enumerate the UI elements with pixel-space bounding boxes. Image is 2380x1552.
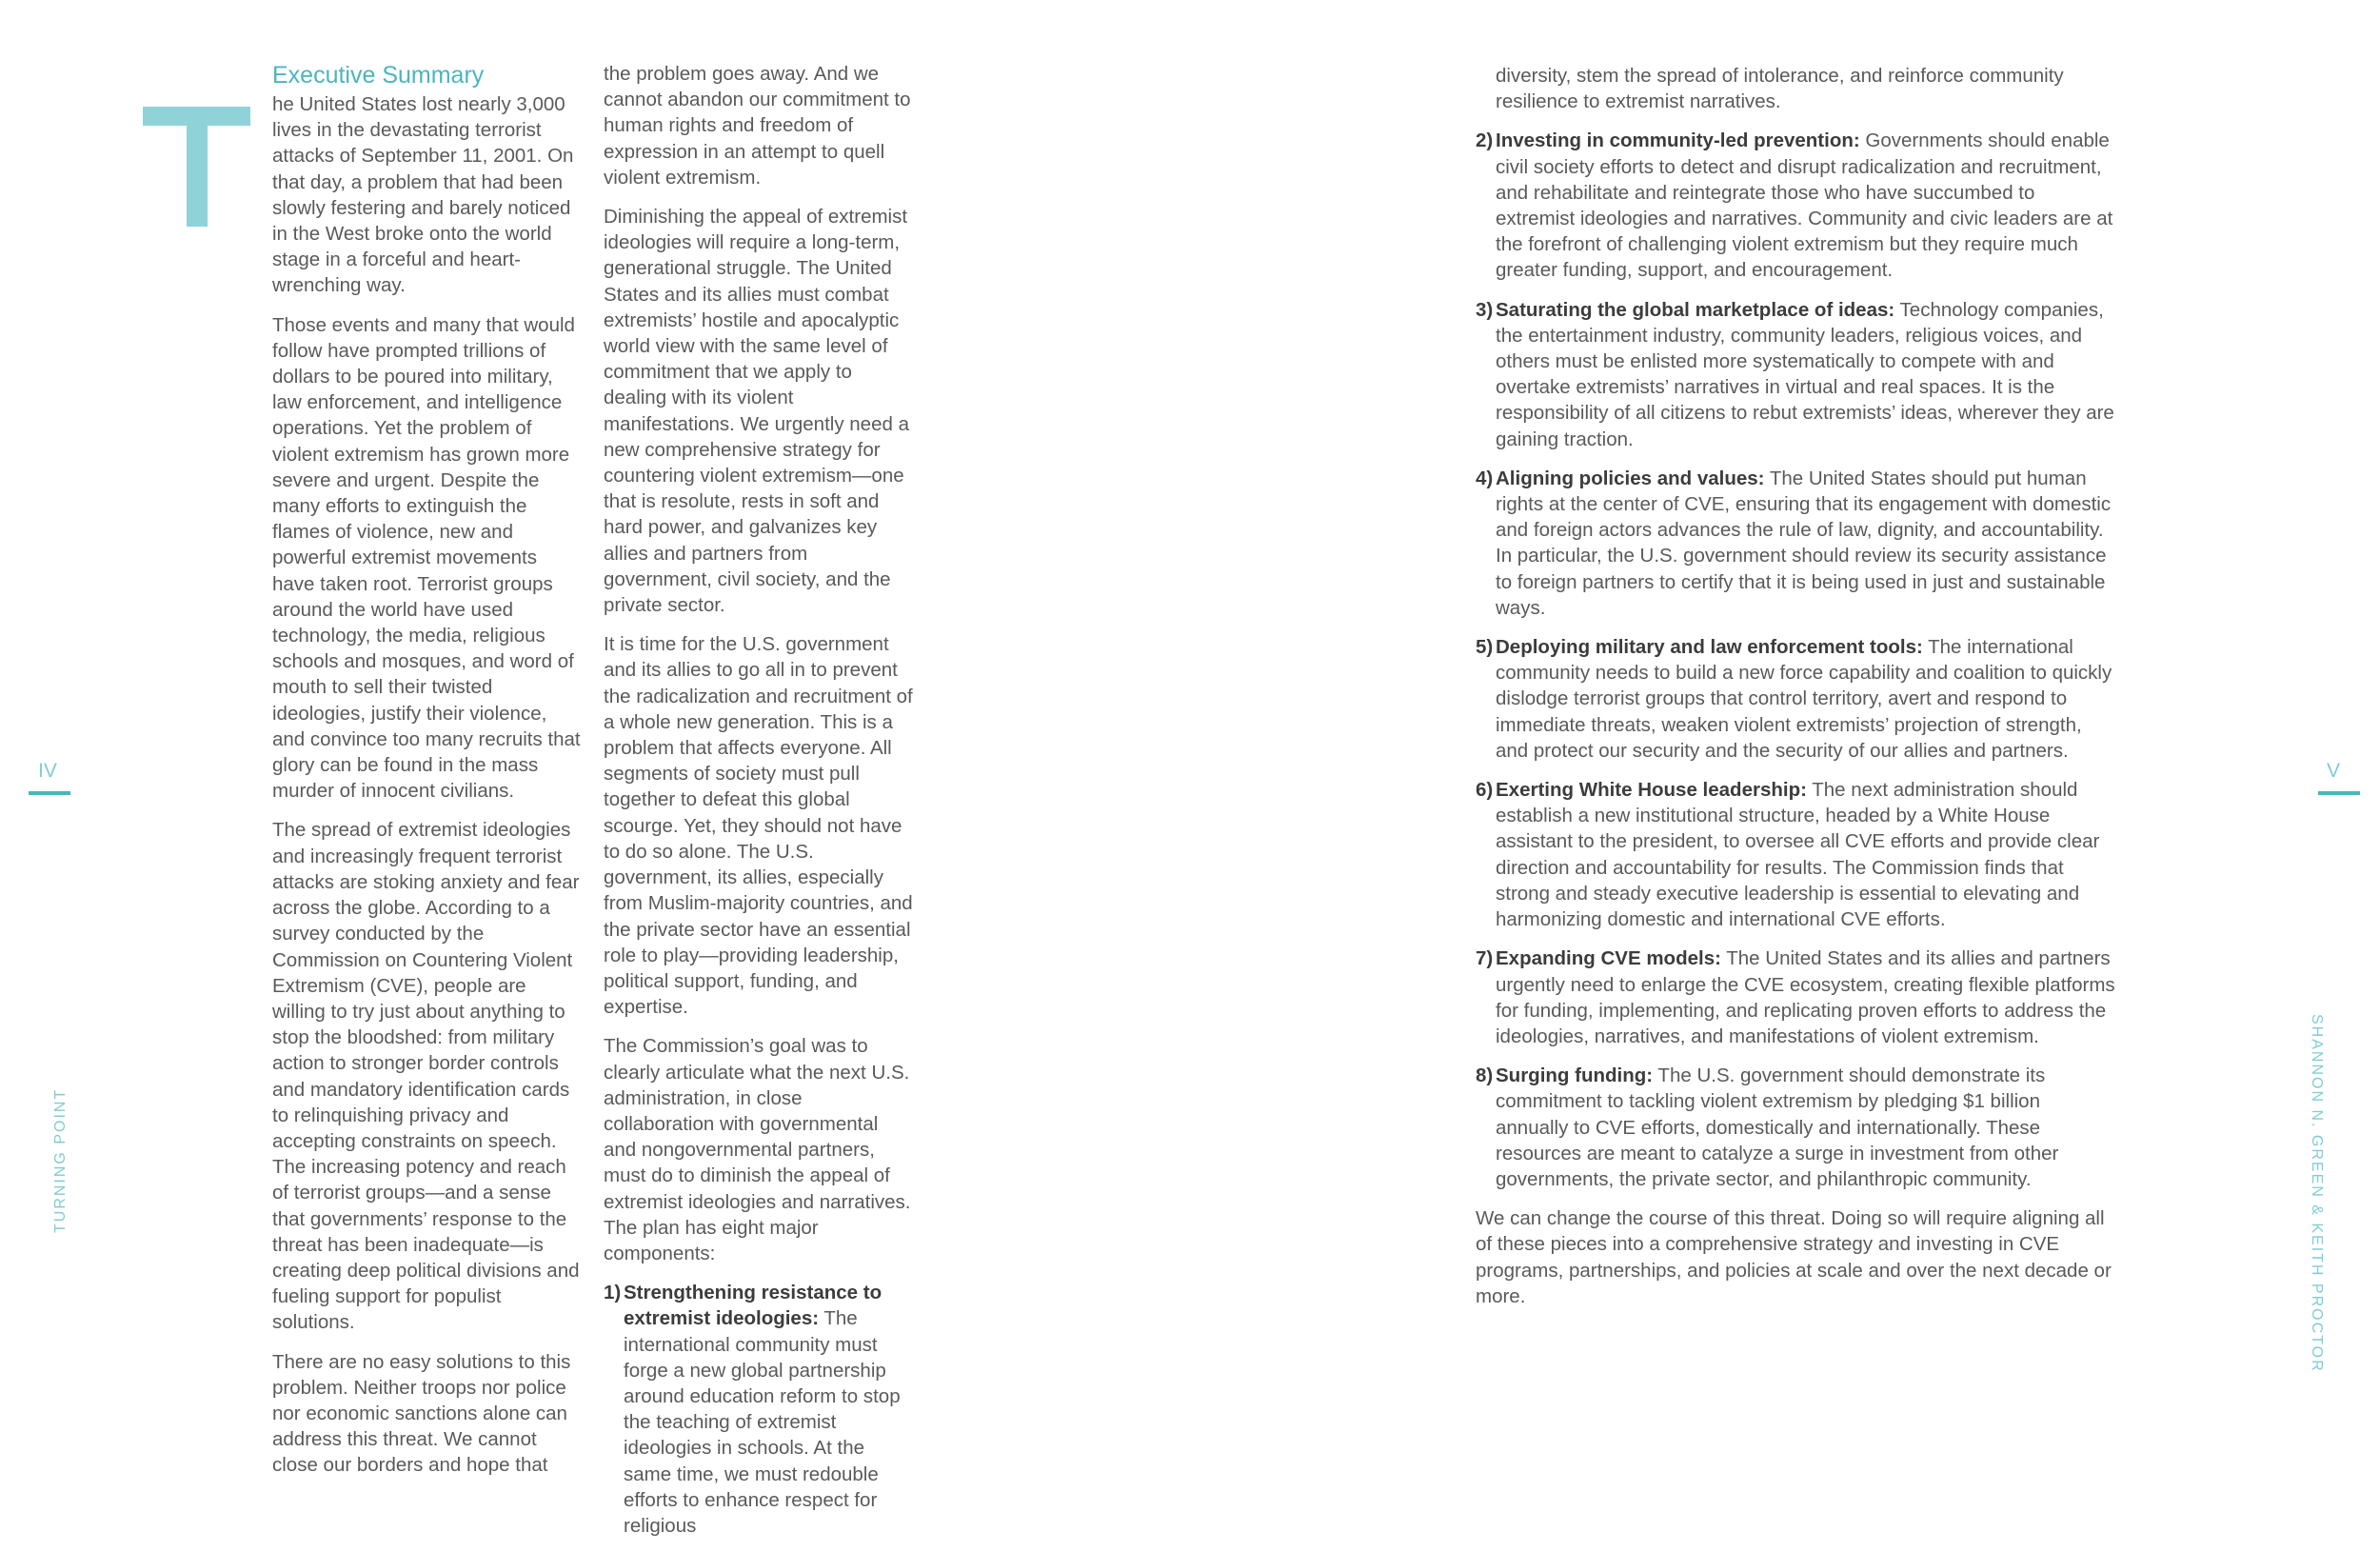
list-text: Governments should enable civil society efforts to detect and disrupt radicalization and recruitment, and rehabilitate and reintegrate those who have succumbed to extremist ideologies and narratives. Community and civic leaders are at the forefront of challenging violent extremism but they require much greater funding, support, and encouragement. (1496, 129, 2113, 282)
folio-rule-right (2318, 791, 2360, 795)
list-lead: Strengthening resistance to extremist ideologies: (624, 1282, 883, 1330)
closing-paragraph: We can change the course of this threat. Doing so will require aligning all of these pieces into a comprehensive strategy and investing in CVE programs, partnerships, and policies at scale and over the next decade or more. (1476, 1207, 2112, 1307)
body-paragraph: The Commission’s goal was to clearly articulate what the next U.S. administration, in close collaboration with governmental and nongovernmental partners, must do to diminish the appeal of extremist ideologies and narratives. The plan has eight major components: (604, 1035, 911, 1264)
list-lead: Deploying military and law enforcement tools: (1496, 636, 1923, 659)
body-paragraph: It is time for the U.S. government and its allies to go all in to prevent the radicalization and recruitment of a whole new generation. This is a problem that affects everyone. All segments of society must pull together to defeat this global scourge. Yet, they should not have to do so alone. The U.S. government, its allies, especially from Muslim-majority countries, and the private sector have an essential role to play—providing leadership, political support, funding, and expertise. (604, 633, 913, 1019)
list-item (1476, 1063, 2118, 1192)
page-number-right: V (2327, 760, 2341, 782)
list-text: Technology companies, the entertainment industry, community leaders, religious voices, and others must be enlisted more systematically to compete with and overtake extremists’ narratives in virtual and real spaces. It is the responsibility of all citizens to rebut extremists’ ideas, wherever they are gaining traction. (1496, 298, 2114, 450)
body-paragraph: he United States lost nearly 3,000 lives in the devastating terrorist attacks of September 11, 2001. On that day, a problem that had been slowly festering and barely noticed in the West broke onto the world stage in a forceful and heart-wrenching way. (272, 93, 574, 297)
list-number: 5) (1476, 636, 1494, 659)
list-number: 7) (1476, 947, 1494, 970)
section-heading: Executive Summary (272, 62, 485, 89)
list-lead: Exerting White House leadership: (1496, 779, 1807, 802)
list-lead: Aligning policies and values: (1496, 467, 1765, 489)
list-text: The United States should put human rights at the center of CVE, ensuring that its engagement with domestic and foreign actors advances the rule of law, dignity, and accountability. In particular, the U.S. government should review its security assistance to foreign partners to certify that it is being used in just and sustainable ways. (1496, 467, 2112, 619)
list-item (1476, 297, 2118, 452)
list-item (604, 1280, 914, 1539)
body-paragraph: Those events and many that would follow have prompted trillions of dollars to be poured into military, law enforcement, and intelligence operations. Yet the problem of violent extremism has grown more severe and urgent. Despite the many efforts to extinguish the flames of violence, new and powerful extremist movements have taken root. Terrorist groups around the world have used technology, the media, religious schools and mosques, and word of mouth to sell their twisted ideologies, justify their violence, and convince too many recruits that glory can be found in the mass murder of innocent civilians. (272, 313, 581, 803)
list-lead: Expanding CVE models: (1496, 947, 1721, 970)
right-column (1476, 63, 2118, 1323)
list-item (1476, 128, 2118, 283)
list-text: The United States and its allies and partners urgently need to enlarge the CVE ecosystem, creating flexible platforms for funding, implementing, and replicating proven efforts to address the ideologies, narratives, and manifestations of violent extremism. (1496, 947, 2115, 1047)
list-number: 4) (1476, 467, 1494, 489)
list-number: 6) (1476, 779, 1494, 802)
list-text: The U.S. government should demonstrate its commitment to tackling violent extremism by pledging $1 billion annually to CVE efforts, domestically and internationally. These resources are meant to catalyze a surge in investment from other governments, the private sector, and philanthropic community. (1496, 1065, 2059, 1190)
body-paragraph: There are no easy solutions to this problem. Neither troops nor police nor economic sanctions alone can address this threat. We cannot close our borders and hope that (272, 1350, 571, 1477)
list-lead: Saturating the global marketplace of ideas: (1496, 298, 1895, 321)
page-number-left: IV (38, 760, 57, 782)
list-number: 1) (604, 1282, 622, 1304)
left-column-2 (604, 61, 914, 1552)
body-paragraph: the problem goes away. And we cannot abandon our commitment to human rights and freedom of expression in an attempt to quell violent extremism. (604, 63, 911, 189)
list-text: The next administration should establish a new institutional structure, headed by a White House assistant to the president, to oversee all CVE efforts and provide clear direction and accountability for results. The Commission finds that strong and steady executive leadership is essential to elevating and harmonizing domestic and international CVE efforts. (1496, 779, 2100, 931)
list-number: 8) (1476, 1065, 1494, 1087)
running-head-right: SHANNON N. GREEN & KEITH PROCTOR (2309, 1014, 2325, 1373)
running-head-left: TURNING POINT (52, 1087, 69, 1233)
list-lead: Investing in community-led prevention: (1496, 129, 1860, 152)
folio-rule-left (29, 791, 70, 795)
body-paragraph: Diminishing the appeal of extremist ideologies will require a long-term, generational struggle. The United States and its allies must combat extremists’ hostile and apocalyptic world view with the same level of commitment that we apply to dealing with its violent manifestations. We urgently need a new comprehensive strategy for countering violent extremism—one that is resolute, rests in soft and hard power, and galvanizes key allies and partners from government, civil society, and the private sector. (604, 206, 909, 617)
list-text: The international community must forge a new global partnership around education reform to stop the teaching of extremist ideologies in schools. At the same time, we must redouble efforts to enhance respect for religious (624, 1307, 901, 1537)
list-number: 3) (1476, 298, 1494, 321)
list-item (1476, 634, 2118, 764)
list-lead: Surging funding: (1496, 1065, 1654, 1087)
left-column-1 (272, 61, 585, 1492)
list-item (1476, 466, 2118, 621)
continuation-paragraph: diversity, stem the spread of intolerance, and reinforce community resilience to extremist narratives. (1496, 65, 2064, 113)
list-number: 2) (1476, 129, 1494, 152)
dropcap-t (143, 78, 255, 230)
body-paragraph: The spread of extremist ideologies and increasingly frequent terrorist attacks are stoking anxiety and fear across the globe. According to a survey conducted by the Commission on Countering Violent Extremism (CVE), people are willing to try just about anything to stop the bloodshed: from military action to stronger border controls and mandatory identification cards to relinquishing privacy and accepting constraints on speech. The increasing potency and reach of terrorist groups—and a sense that governments’ response to the threat has been inadequate—is creating deep political divisions and fueling support for populist solutions. (272, 819, 580, 1334)
list-item (1476, 945, 2118, 1049)
list-text: The international community needs to build a new force capability and coalition to quickly dislodge terrorist groups that control territory, avert and respond to immediate threats, weaken violent extremists’ projection of strength, and protect our security and the security of our allies and partners. (1496, 636, 2112, 762)
list-item (1476, 777, 2118, 932)
